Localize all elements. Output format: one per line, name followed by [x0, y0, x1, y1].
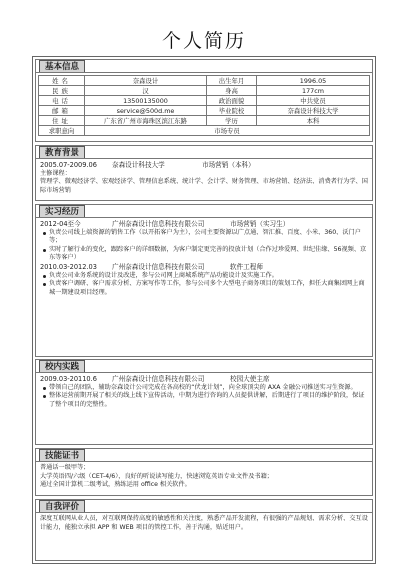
info-value: 奈森设计: [85, 76, 207, 86]
education-section: [35, 145, 373, 201]
info-value: 1996.05: [257, 76, 370, 86]
job-line: [40, 263, 368, 272]
job-bullets: [40, 272, 368, 298]
experience-list: [36, 218, 372, 297]
job-bullet: 负责公司业务系统的设计及改进，参与公司网上商城系统产品功能设计及实施工作。: [49, 272, 368, 281]
job-date: 2012-04至今: [40, 220, 81, 228]
info-label: 民族: [39, 86, 85, 96]
education-major: 市场营销（本科）: [202, 161, 255, 169]
info-value: service@500d.me: [85, 106, 207, 116]
skills-heading: 技能证书: [39, 449, 85, 461]
info-label: 身高: [207, 86, 257, 96]
campus-bullets: [40, 384, 368, 410]
skill-line: 大学英语四/六级（CET-4/6），良好的听说读写能力，快速浏览英语专业文件及书籍；: [40, 472, 273, 480]
basic-info-section: [35, 59, 373, 142]
info-row: [39, 96, 370, 106]
campus-bullet: 带领自己的团队，辅助奈森设计公司完成在各高校的“伏龙计划”，向全球顶尖的 AXA 金融公司推送实习生资源。: [49, 384, 368, 393]
info-label: 学历: [207, 116, 257, 126]
info-value: 13500135000: [85, 96, 207, 106]
info-row: [39, 116, 370, 126]
self-evaluation-text: 深度互联网从业人员，对互联网保持高度的敏感性和关注度，熟悉产品开发流程，有很强的产品规划、需求分析、交互设计能力，能独立承担 APP 和 WEB 项目的管控工作，善于沟通，贴近用户。: [40, 515, 368, 531]
info-row: [39, 126, 370, 136]
courses-text: 管理学、微观经济学、宏观经济学、管理信息系统、统计学、会计学、财务管理、市场营销、经济法、消费者行为学、国际市场营销: [40, 178, 368, 194]
skills-list: [36, 462, 372, 490]
job-role: 市场营销（实习生）: [230, 220, 290, 228]
education-line: [40, 161, 368, 170]
skills-section: [35, 448, 373, 496]
info-label: 政治面貌: [207, 96, 257, 106]
info-row: [39, 76, 370, 86]
info-label: 电话: [39, 96, 85, 106]
basic-info-heading: 基本信息: [39, 60, 85, 72]
self-evaluation-heading: 自我评价: [39, 500, 85, 512]
job-company: 广州奈森设计信息科技有限公司: [112, 262, 205, 271]
info-value: 中共党员: [257, 96, 370, 106]
job-bullet: 负责客户调研、客户需求分析、方案写作等工作，参与公司多个大型电子商务项目的策划工作，担任大商集团网上商城一期建设项目经理。: [49, 280, 368, 297]
campus-line: [40, 375, 368, 384]
experience-section: [35, 204, 373, 357]
education-heading: 教育背景: [39, 146, 85, 158]
info-value: 177cm: [257, 86, 370, 96]
info-label: 姓名: [39, 76, 85, 86]
info-label: 邮箱: [39, 106, 85, 116]
job-date: 2010.03-2012.03: [40, 262, 97, 271]
info-label: 住址: [39, 116, 85, 126]
education-date: 2005.07-2009.06: [40, 161, 97, 169]
job-bullet: 负责公司线上端资源的销售工作（以开拓客户为主），公司主要资源以广点通、智汇推、百度、小米、360、沃门户等；: [49, 229, 368, 246]
page-title: 个人简历: [161, 30, 246, 52]
campus-section: [35, 359, 373, 445]
campus-company: 广州奈森设计信息科技有限公司: [112, 375, 205, 383]
info-label: 出生年月: [207, 76, 257, 86]
job-line: [40, 220, 368, 229]
info-label: 求职意向: [39, 126, 85, 136]
info-value: 市场专员: [85, 126, 370, 136]
self-evaluation-section: [35, 499, 373, 561]
campus-date: 2009.03-20110.6: [40, 375, 97, 383]
job-bullet: 实时了解行业的变化，跟踪客户的详细数据，为客户制定更完善的投放计划（合作过珍爱网、世纪佳缘、56视频、京东等客户）: [49, 245, 367, 262]
experience-heading: 实习经历: [39, 205, 85, 217]
info-value: 广东省广州市海珠区滨江东路: [85, 116, 207, 126]
info-row: [39, 106, 370, 116]
job-role: 软件工程师: [230, 262, 263, 271]
skill-line: 通过全国计算机二级考试，熟练运用 office 相关软件。: [40, 481, 191, 489]
info-value: 本科: [257, 116, 370, 126]
basic-info-table: [38, 75, 370, 136]
campus-heading: 校内实践: [39, 360, 85, 372]
skill-line: 普通话一级甲等；: [40, 464, 90, 471]
info-label: 毕业院校: [207, 106, 257, 116]
resume-frame: [32, 56, 376, 564]
info-value: 奈森设计科技大学: [257, 106, 370, 116]
education-school: 奈森设计科技大学: [112, 161, 165, 169]
campus-bullet: 整体运营前期开展了相关的线上线下宣传活动，中期为进行咨询的人员提供讲解，后期进行了项目的维护阶段，保证了整个项目的完整性。: [49, 392, 368, 409]
campus-role: 校园大使主席: [230, 375, 270, 383]
job-company: 广州奈森设计信息科技有限公司: [112, 220, 205, 228]
courses-label: 主修课程：: [40, 169, 71, 177]
info-value: 汉: [85, 86, 207, 96]
job-bullets: [40, 229, 368, 263]
info-row: [39, 86, 370, 96]
